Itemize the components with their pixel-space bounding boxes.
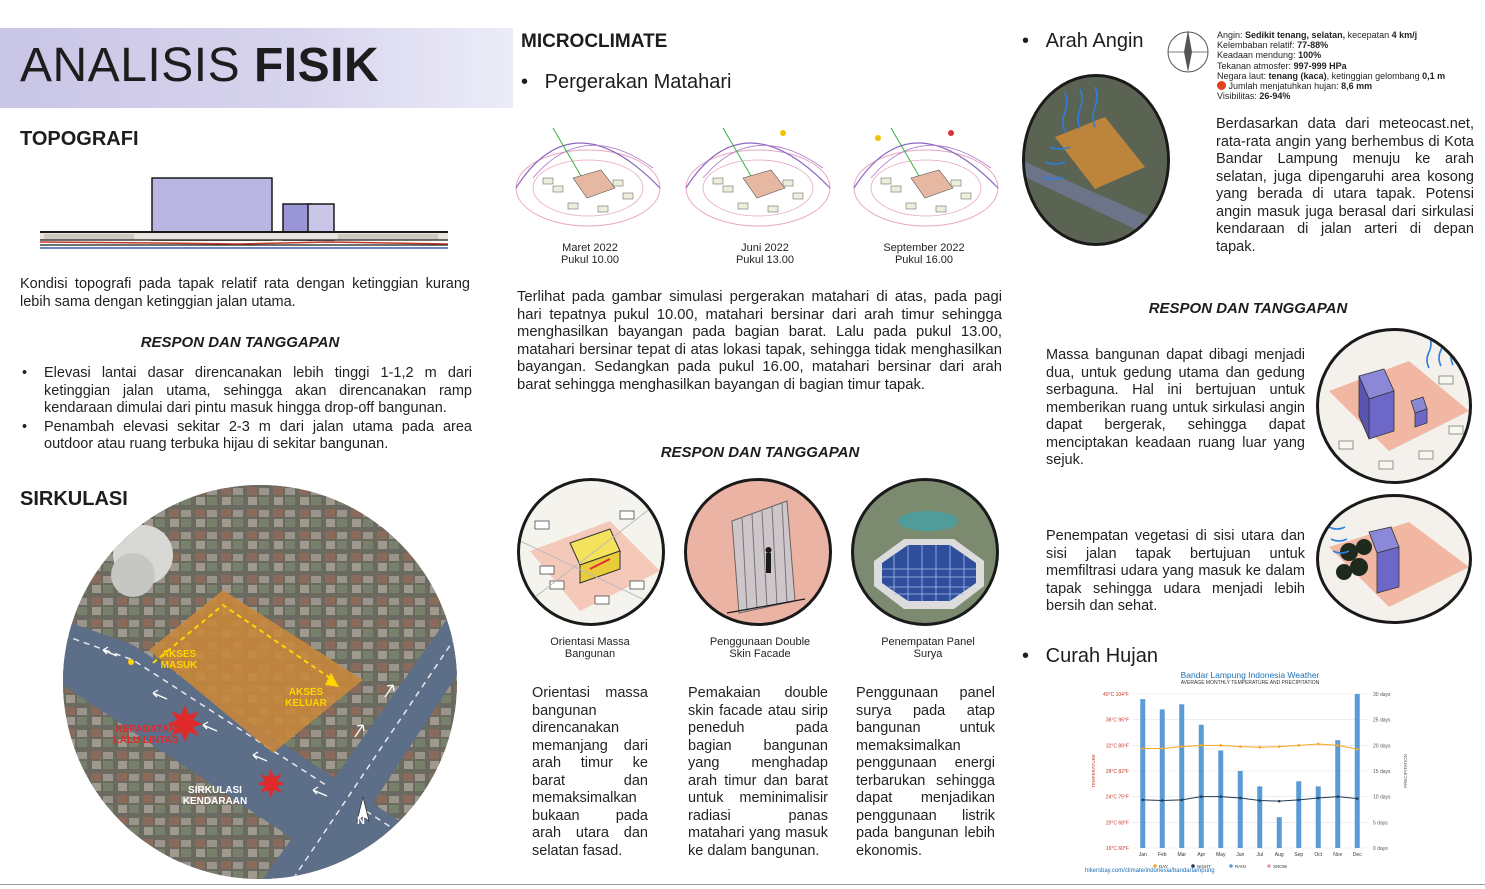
page-title: ANALISIS FISIK	[20, 39, 380, 92]
day-line-point	[1141, 747, 1144, 750]
north-label: N	[357, 815, 365, 827]
day-line-point	[1180, 745, 1183, 748]
day-line-point	[1200, 744, 1203, 747]
night-line-point	[1278, 800, 1281, 803]
weather-rain-row: Jumlah menjatuhkan hujan: 8,6 mm	[1217, 81, 1445, 91]
day-line-point	[1258, 746, 1261, 749]
left-tick-label: 20°C 68°F	[1105, 820, 1129, 827]
matahari-heading: • Pergerakan Matahari	[521, 71, 732, 93]
topografi-respon-heading: RESPON DAN TANGGAPAN	[140, 334, 340, 351]
label-akses-masuk: AKSES MASUK	[160, 649, 198, 671]
response-text-panel-surya: Penggunaan panel surya pada atap bangunan untuk memaksimalkan penggunaan energi terbarukan sehingga dapat menjadikan penggunaan listrik pada bangunan lebih ekonomis.	[856, 685, 995, 859]
night-line-point	[1336, 795, 1339, 798]
orientasi-massa-illustration	[517, 478, 665, 626]
sun-study-row	[513, 108, 1008, 240]
response-caption: Penempatan Panel Surya	[881, 636, 975, 660]
rain-bar	[1179, 704, 1184, 848]
rain-bar	[1199, 725, 1204, 848]
day-line-point	[1239, 745, 1242, 748]
topografi-bullets	[20, 365, 472, 455]
right-tick-label: 0 days	[1373, 846, 1388, 852]
night-line-point	[1141, 799, 1144, 802]
day-line-point	[1356, 748, 1359, 751]
night-line-point	[1317, 797, 1320, 800]
footer-divider	[0, 884, 1485, 885]
microclimate-respon-heading: RESPON DAN TANGGAPAN	[660, 444, 860, 461]
rain-bar	[1277, 817, 1282, 848]
sirkulasi-heading: SIRKULASI	[20, 488, 128, 510]
weather-chart	[1085, 670, 1415, 880]
weather-pressure-row: Tekanan atmosfer: 997-999 HPa	[1217, 60, 1347, 71]
topografi-heading: TOPOGRAFI	[20, 128, 139, 150]
x-tick-label: Aug	[1274, 852, 1284, 858]
night-line-point	[1297, 799, 1300, 802]
topografi-bullet: • Penambah elevasi sekitar 2-3 m dari jalan utama pada area outdoor atau ruang terbuka hijau di sekitar bangunan.	[20, 419, 472, 454]
rain-bar	[1316, 786, 1321, 848]
x-tick-label: Feb	[1157, 852, 1167, 858]
rain-bar	[1218, 750, 1223, 848]
day-line	[1143, 744, 1358, 749]
sirkulasi-site-map	[63, 485, 457, 879]
chart-title: Bandar Lampung Indonesia Weather	[1180, 670, 1320, 680]
night-line-point	[1219, 795, 1222, 798]
left-tick-label: 28°C 82°F	[1105, 769, 1129, 775]
sun-study-caption: Maret 2022 Pukul 10.00	[560, 242, 620, 266]
right-tick-label: 15 days	[1373, 769, 1391, 775]
right-axis-label: PRECIPITATION	[1403, 754, 1408, 788]
x-tick-label: Sep	[1294, 852, 1304, 858]
chart-subtitle: AVERAGE MONTHLY TEMPERATURE AND PRECIPITATION	[1180, 680, 1320, 686]
x-tick-label: Jun	[1236, 852, 1245, 858]
night-line-point	[1239, 797, 1242, 800]
left-tick-label: 40°C 104°F	[1103, 692, 1129, 698]
day-line-point	[1336, 744, 1339, 747]
sun-study-caption: Juni 2022 Pukul 13.00	[735, 242, 795, 266]
weather-sea-row: Negara laut: tenang (kaca), ketinggian gelombang 0,1 m	[1217, 70, 1446, 81]
weather-readout	[1217, 30, 1445, 101]
day-line-point	[1297, 744, 1300, 747]
rain-bar	[1335, 740, 1340, 848]
label-sirkulasi-kendaraan: SIRKULASI KENDARAAN	[182, 785, 248, 807]
rain-bar	[1238, 771, 1243, 848]
angin-site-map	[1022, 74, 1170, 246]
legend-swatch	[1229, 864, 1233, 868]
night-line-point	[1180, 799, 1183, 802]
matahari-body: Terlihat pada gambar simulasi pergerakan matahari di atas, pada pagi hari tepatnya pukul 10.00, matahari bersinar dari arah timur sehingga menghasilkan bayangan pada bagian barat. Lalu pada pukul 13.00, matahari bersinar tepat di atas lokasi tapak, sehingga tidak menghasilkan bayangan. Sedangkan pada pukul 16.00, matahari bersinar dari arah barat sehingga menghasilkan bayangan di bagian timur tapak.	[517, 289, 1002, 393]
night-line-point	[1161, 799, 1164, 802]
left-tick-label: 24°C 75°F	[1105, 794, 1129, 801]
label-kepadatan-lalu-lintas: KEPADATAN LALU LINTAS	[113, 724, 179, 746]
curah-hujan-heading: • Curah Hujan	[1022, 645, 1158, 667]
x-tick-label: May	[1216, 852, 1226, 858]
angin-heading: • Arah Angin	[1022, 30, 1144, 52]
day-line-point	[1219, 744, 1222, 747]
legend-label: RAIN	[1235, 864, 1246, 869]
night-line-point	[1258, 799, 1261, 802]
right-tick-label: 30 days	[1373, 692, 1391, 698]
left-tick-label: 32°C 89°F	[1105, 743, 1129, 750]
warning-icon	[1217, 81, 1226, 90]
rain-bar	[1355, 694, 1360, 848]
left-tick-label: 16°C 60°F	[1105, 846, 1129, 852]
topografi-body: Kondisi topografi pada tapak relatif rata dengan ketinggian kurang lebih sama dengan ketinggian jalan utama.	[20, 276, 470, 310]
microclimate-heading: MICROCLIMATE	[521, 31, 668, 52]
night-line	[1143, 797, 1358, 801]
legend-swatch	[1267, 864, 1271, 868]
legend-label: DAY	[1159, 864, 1168, 869]
label-akses-keluar: AKSES KELUAR	[285, 687, 327, 709]
legend-label: SNOW	[1273, 864, 1287, 869]
chart-source: hikersbay.com/climate/indonesia/bandarlampung	[1085, 868, 1215, 874]
massa-dua-illustration	[1316, 328, 1472, 484]
angin-respon-heading: RESPON DAN TANGGAPAN	[1148, 300, 1348, 317]
right-tick-label: 25 days	[1373, 717, 1391, 724]
response-text-orientasi: Orientasi massa bangunan direncanakan memanjang dari arah timur ke barat dan memaksimalkan bukaan pada arah utara dan selatan fasad.	[532, 685, 648, 859]
response-caption: Orientasi Massa Bangunan	[550, 636, 630, 660]
weather-chart-svg	[1085, 686, 1415, 872]
right-tick-label: 20 days	[1373, 743, 1391, 750]
topografi-section-drawing	[38, 172, 450, 252]
rain-bar	[1257, 786, 1262, 848]
x-tick-label: Mar	[1177, 852, 1187, 858]
x-tick-label: Dec	[1352, 852, 1362, 858]
day-line-point	[1278, 745, 1281, 748]
legend-label: NIGHT	[1197, 864, 1211, 869]
response-text-double-skin: Pemakaian double skin facade atau sirip peneduh pada bagian bangunan yang menghadap arah timur dan barat untuk meminimalisir radiasi panas matahari yang masuk ke dalam bangunan.	[688, 685, 828, 859]
x-tick-label: Oct	[1314, 852, 1323, 858]
angin-respon-text-1: Massa bangunan dapat dibagi menjadi dua, untuk gedung utama dan gedung serbaguna. Hal ini bertujuan untuk memberikan ruang untuk sirkulasi angin dapat bergerak, sehingga dapat menciptakan keadaan ruang luar yang sejuk.	[1046, 347, 1305, 468]
left-tick-label: 36°C 96°F	[1105, 717, 1129, 724]
x-tick-label: Jul	[1256, 852, 1263, 858]
rain-bar	[1140, 699, 1145, 848]
topografi-bullet: • Elevasi lantai dasar direncanakan lebih tinggi 1-1,2 m dari ketinggian jalan utama, sehingga akan direncanakan ramp kendaraan dimulai dari pintu masuk hingga drop-off bangunan.	[20, 365, 472, 418]
day-line-point	[1317, 743, 1320, 746]
compass-icon	[1166, 28, 1210, 76]
angin-respon-text-2: Penempatan vegetasi di sisi utara dan sisi jalan tapak bertujuan untuk memfiltrasi udara yang masuk ke dalam tapak sehingga udara menjadi lebih bersih dan sehat.	[1046, 528, 1305, 614]
weather-visibility-row: Visibilitas: 26-94%	[1217, 91, 1291, 102]
x-tick-label: Jan	[1138, 852, 1147, 858]
weather-wind-row: Angin: Sedikit tenang, selatan, kecepatan 4 km/j	[1217, 30, 1418, 40]
day-line-point	[1161, 747, 1164, 750]
double-skin-facade-illustration	[684, 478, 832, 626]
vegetasi-illustration	[1316, 494, 1472, 624]
left-axis-label: TEMPERATURE	[1091, 754, 1096, 788]
x-tick-label: Nov	[1333, 852, 1343, 858]
night-line-point	[1200, 795, 1203, 798]
response-caption: Penggunaan Double Skin Facade	[709, 636, 811, 660]
x-tick-label: Apr	[1197, 852, 1206, 858]
night-line-point	[1356, 797, 1359, 800]
panel-surya-illustration	[851, 478, 999, 626]
right-tick-label: 5 days	[1373, 820, 1388, 827]
angin-body: Berdasarkan data dari meteocast.net, rata-rata angin yang berhembus di Kota Bandar Lampung menuju ke arah selatan, juga dipengaruhi area kosong yang berada di utara tapak. Potensi angin masuk juga berasal dari sirkulasi kendaraan di jalan arteri di depan tapak.	[1216, 116, 1474, 255]
rain-bar	[1296, 781, 1301, 848]
rain-bar	[1160, 709, 1165, 848]
weather-cloud-row: Keadaan mendung: 100%	[1217, 50, 1322, 61]
right-tick-label: 10 days	[1373, 794, 1391, 801]
weather-humidity-row: Kelembaban relatif: 77-88%	[1217, 40, 1329, 51]
sun-study-caption: September 2022 Pukul 16.00	[883, 242, 965, 266]
